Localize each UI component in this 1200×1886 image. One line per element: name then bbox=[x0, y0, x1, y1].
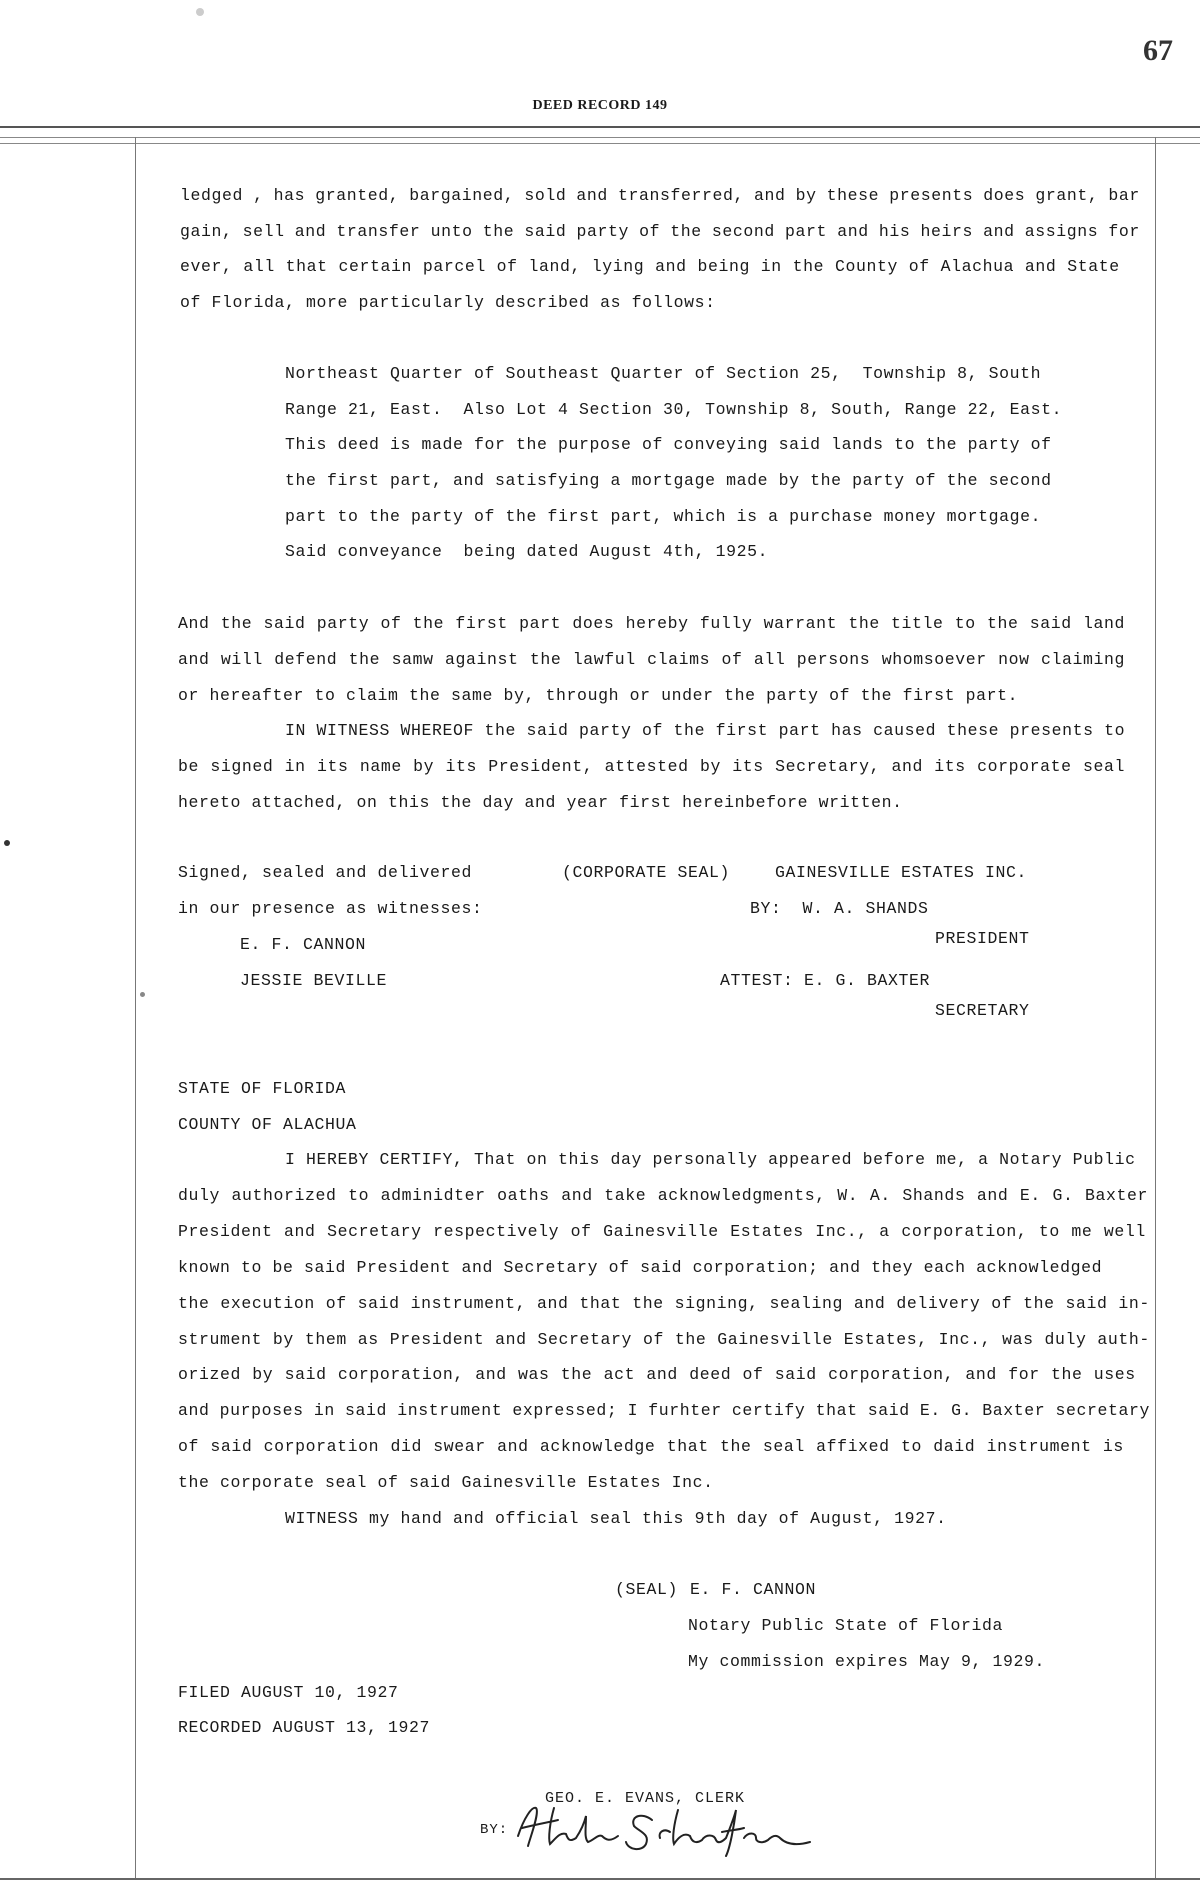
description-line: the first part, and satisfying a mortgage made by the party of the second bbox=[285, 471, 1052, 490]
clerk-name: GEO. E. EVANS, CLERK bbox=[545, 1790, 746, 1807]
description-line: Range 21, East. Also Lot 4 Section 30, Township 8, South, Range 22, East. bbox=[285, 400, 1063, 419]
body-line: of Florida, more particularly described as follows: bbox=[180, 293, 716, 312]
acknowledgment-line: of said corporation did swear and acknowledge that the seal affixed to daid instrument is bbox=[178, 1437, 1124, 1456]
notary-name: E. F. CANNON bbox=[690, 1580, 817, 1599]
president-title: PRESIDENT bbox=[935, 929, 1030, 948]
notary-title: Notary Public State of Florida bbox=[688, 1616, 1004, 1635]
description-line: part to the party of the first part, which is a purchase money mortgage. bbox=[285, 507, 1042, 526]
scan-speck bbox=[140, 992, 145, 997]
recorded-date: RECORDED AUGUST 13, 1927 bbox=[178, 1718, 431, 1737]
acknowledgment-line: the execution of said instrument, and that the signing, sealing and delivery of the said in- bbox=[178, 1294, 1150, 1313]
acknowledgment-line: President and Secretary respectively of Gainesville Estates Inc., a corporation, to me well bbox=[178, 1222, 1146, 1241]
description-line: Northeast Quarter of Southeast Quarter of Section 25, Township 8, South bbox=[285, 364, 1042, 383]
body-line: IN WITNESS WHEREOF the said party of the first part has caused these presents to bbox=[285, 721, 1126, 740]
body-line: gain, sell and transfer unto the said party of the second part and his heirs and assigns for bbox=[180, 222, 1140, 241]
page-number: 67 bbox=[1143, 34, 1173, 67]
state-heading: STATE OF FLORIDA bbox=[178, 1079, 347, 1098]
acknowledgment-line: known to be said President and Secretary of said corporation; and they each acknowledged bbox=[178, 1258, 1103, 1277]
acknowledgment-line: orized by said corporation, and was the act and deed of said corporation, and for the uses bbox=[178, 1365, 1136, 1384]
notary-commission: My commission expires May 9, 1929. bbox=[688, 1652, 1046, 1671]
filed-date: FILED AUGUST 10, 1927 bbox=[178, 1683, 399, 1702]
corporate-seal-label: (CORPORATE SEAL) bbox=[562, 863, 731, 882]
acknowledgment-line: duly authorized to adminidter oaths and take acknowledgments, W. A. Shands and E. G. Baxter bbox=[178, 1186, 1148, 1205]
county-heading: COUNTY OF ALACHUA bbox=[178, 1115, 357, 1134]
witness-name: JESSIE BEVILLE bbox=[240, 971, 388, 990]
company-name: GAINESVILLE ESTATES INC. bbox=[775, 863, 1028, 882]
body-line: hereto attached, on this the day and year first hereinbefore written. bbox=[178, 793, 903, 812]
clerk-signature bbox=[510, 1798, 820, 1858]
witness-statement: WITNESS my hand and official seal this 9th day of August, 1927. bbox=[285, 1509, 947, 1528]
header-rule-double-top bbox=[0, 137, 1200, 138]
notary-seal-label: (SEAL) bbox=[615, 1580, 679, 1599]
description-line: This deed is made for the purpose of conveying said lands to the party of bbox=[285, 435, 1052, 454]
witness-name: E. F. CANNON bbox=[240, 935, 367, 954]
body-line: ever, all that certain parcel of land, lying and being in the County of Alachua and State bbox=[180, 257, 1120, 276]
in-presence-text: in our presence as witnesses: bbox=[178, 899, 483, 918]
header-rule bbox=[0, 126, 1200, 128]
body-line: And the said party of the first part does hereby fully warrant the title to the said land bbox=[178, 614, 1125, 633]
acknowledgment-line: strument by them as President and Secretary of the Gainesville Estates, Inc., was duly auth- bbox=[178, 1330, 1150, 1349]
acknowledgment-line: I HEREBY CERTIFY, That on this day personally appeared before me, a Notary Public bbox=[285, 1150, 1136, 1169]
scan-speck bbox=[196, 8, 204, 16]
secretary-title: SECRETARY bbox=[935, 1001, 1030, 1020]
right-margin-line bbox=[1155, 137, 1156, 1878]
acknowledgment-line: and purposes in said instrument expressed; I furhter certify that said E. G. Baxter secretary bbox=[178, 1401, 1150, 1420]
left-margin-line bbox=[135, 137, 136, 1878]
body-line: and will defend the samw against the lawful claims of all persons whomsoever now claiming bbox=[178, 650, 1125, 669]
body-line: or hereafter to claim the same by, through or under the party of the first part. bbox=[178, 686, 1019, 705]
scan-speck bbox=[4, 840, 10, 846]
body-line: be signed in its name by its President, attested by its Secretary, and its corporate seal bbox=[178, 757, 1125, 776]
signed-sealed-text: Signed, sealed and delivered bbox=[178, 863, 473, 882]
by-signer: BY: W. A. SHANDS bbox=[750, 899, 929, 918]
acknowledgment-line: the corporate seal of said Gainesville Estates Inc. bbox=[178, 1473, 714, 1492]
bottom-rule bbox=[0, 1878, 1200, 1880]
attest-signer: ATTEST: E. G. BAXTER bbox=[720, 971, 931, 990]
record-title: DEED RECORD 149 bbox=[532, 98, 668, 113]
body-line: ledged , has granted, bargained, sold and transferred, and by these presents does grant, bar bbox=[180, 186, 1140, 205]
clerk-by-label: BY: bbox=[480, 1822, 509, 1838]
header-rule-double-bottom bbox=[0, 143, 1200, 144]
description-line: Said conveyance being dated August 4th, 1925. bbox=[285, 542, 769, 561]
